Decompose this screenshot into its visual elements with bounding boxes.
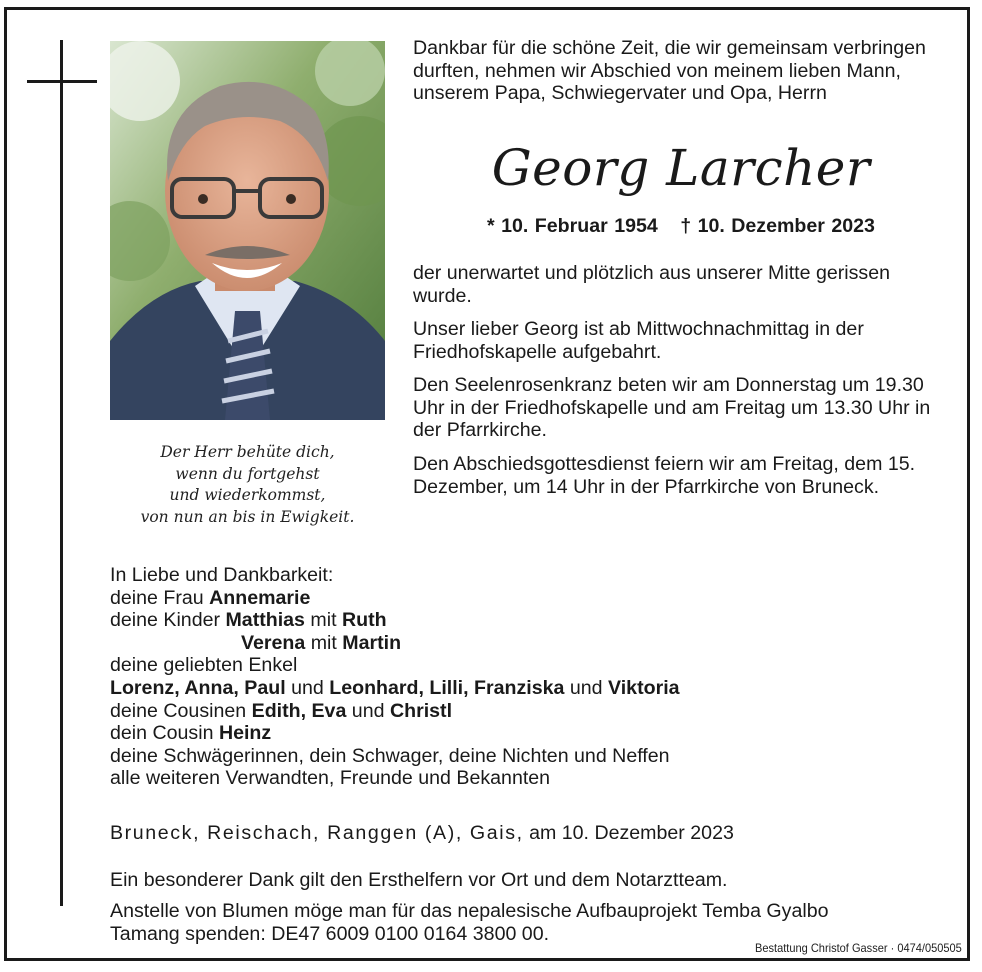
verse-line: und wiederkommst, — [169, 486, 326, 504]
paragraph-passing: der unerwartet und plötzlich aus unserer Mitte gerissen wurde. — [413, 262, 891, 307]
special-thanks: Ein besonderer Dank gilt den Ersthelfern vor Ort und dem Notarztteam. — [110, 869, 728, 891]
family-grandchildren-label: deine geliebten Enkel — [110, 654, 298, 677]
family-wife: deine Frau Annemarie — [110, 586, 311, 609]
life-dates — [413, 214, 949, 238]
family-opening: In Liebe und Dankbarkeit: — [110, 564, 334, 586]
family-list — [110, 564, 680, 790]
donation-line: Anstelle von Blumen möge man für das nepalesische Aufbauprojekt Temba Gyalbo — [110, 900, 829, 922]
family-others: alle weiteren Verwandten, Freunde und Bekannten — [110, 767, 551, 790]
cross-icon-bar — [27, 80, 97, 83]
birth-date: * 10. Februar 1954 — [487, 215, 658, 237]
family-cousin: dein Cousin Heinz — [110, 722, 272, 745]
verse-line: Der Herr behüte dich, — [160, 443, 335, 461]
verse-line: wenn du fortgehst — [175, 464, 320, 483]
death-date: † 10. Dezember 2023 — [680, 215, 875, 237]
family-inlaws: deine Schwägerinnen, dein Schwager, deine Nichten und Neffen — [110, 744, 670, 767]
deceased-name: Georg Larcher — [491, 139, 871, 197]
paragraph-funeral-mass: Den Abschiedsgottesdienst feiern wir am Freitag, dem 15. Dezember, um 14 Uhr in der Pfarrkirche von Bruneck. — [413, 453, 916, 498]
donation-line: Tamang spenden: DE47 6009 0100 0164 3800 00. — [110, 923, 550, 945]
place-and-date: Bruneck, Reischach, Ranggen (A), Gais, am 10. Dezember 2023 — [110, 822, 734, 844]
cross-icon — [60, 40, 63, 906]
undertaker-credit: Bestattung Christof Gasser · 0474/050505 — [755, 941, 962, 955]
bible-verse — [110, 442, 385, 528]
donation-note — [110, 900, 829, 946]
intro-text: Dankbar für die schöne Zeit, die wir gemeinsam verbringen durften, nehmen wir Abschied von meinem lieben Mann, unserem Papa, Schwiegervater und Opa, Herrn — [413, 37, 926, 104]
verse-line: von nun an bis in Ewigkeit. — [140, 507, 355, 526]
family-grandchildren: Lorenz, Anna, Paul und Leonhard, Lilli, Franziska und Viktoria — [110, 676, 680, 699]
family-cousins: deine Cousinen Edith, Eva und Christl — [110, 699, 453, 722]
family-children-2: Verena mit Martin — [241, 631, 402, 654]
portrait-photo — [110, 41, 385, 420]
paragraph-rosary: Den Seelenrosenkranz beten wir am Donnerstag um 19.30 Uhr in der Friedhofskapelle und am Freitag um 13.30 Uhr in der Pfarrkirche. — [413, 374, 931, 441]
family-children: deine Kinder Matthias mit Ruth — [110, 609, 387, 632]
paragraph-viewing: Unser lieber Georg ist ab Mittwochnachmittag in der Friedhofskapelle aufgebahrt. — [413, 318, 864, 363]
